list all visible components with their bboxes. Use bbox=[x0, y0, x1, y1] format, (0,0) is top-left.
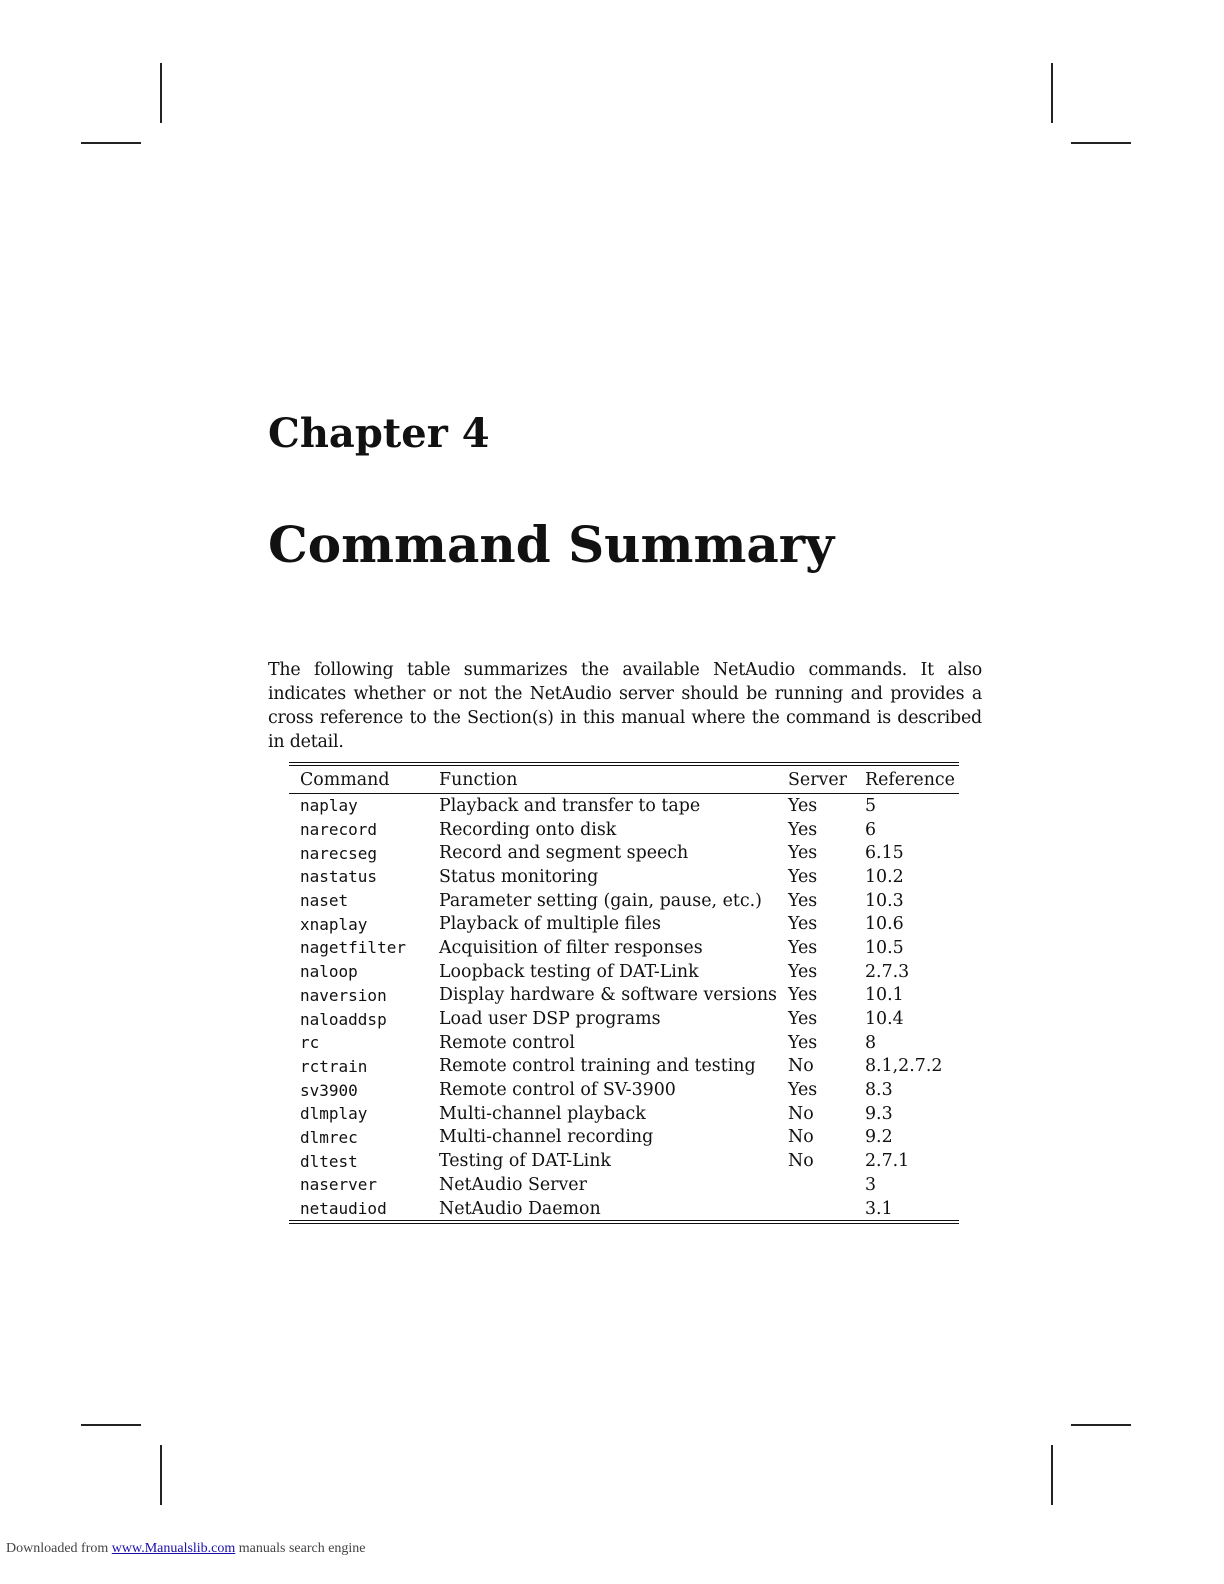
header-function: Function bbox=[439, 769, 518, 790]
crop-mark-top-right-vertical bbox=[1051, 63, 1053, 123]
cell-function: Playback of multiple files bbox=[439, 914, 661, 935]
cell-reference: 10.4 bbox=[864, 1009, 904, 1030]
cell-command: naversion bbox=[300, 985, 387, 1005]
cell-reference: 10.1 bbox=[864, 985, 904, 1006]
cell-function: NetAudio Daemon bbox=[439, 1198, 601, 1219]
cell-command: naloaddsp bbox=[300, 1009, 387, 1029]
table-row bbox=[289, 841, 959, 865]
cell-reference: 8 bbox=[864, 1032, 877, 1053]
cell-server: Yes bbox=[787, 819, 818, 840]
cell-server: Yes bbox=[787, 1032, 818, 1053]
cell-command: narecseg bbox=[300, 843, 378, 863]
cell-command: rc bbox=[300, 1033, 320, 1053]
cell-server: Yes bbox=[787, 914, 818, 935]
table-row bbox=[289, 1031, 959, 1055]
cell-function: Testing of DAT-Link bbox=[439, 1151, 611, 1172]
cell-server: No bbox=[787, 1103, 814, 1124]
table-row bbox=[289, 1149, 959, 1173]
cell-command: nastatus bbox=[300, 867, 378, 887]
cell-function: Display hardware & software versions bbox=[439, 985, 777, 1006]
cell-server: Yes bbox=[787, 1009, 818, 1030]
table-row bbox=[289, 1173, 959, 1197]
cell-server bbox=[777, 1197, 854, 1223]
cell-reference: 8.1,2.7.2 bbox=[864, 1056, 943, 1077]
table-row bbox=[289, 865, 959, 889]
chapter-title: Command Summary bbox=[268, 515, 835, 574]
cell-reference: 3 bbox=[864, 1174, 877, 1195]
cell-server: Yes bbox=[787, 961, 818, 982]
cell-function: Load user DSP programs bbox=[439, 1009, 661, 1030]
cell-reference: 6.15 bbox=[864, 843, 904, 864]
cell-command: rctrain bbox=[300, 1056, 368, 1076]
cell-function: Parameter setting (gain, pause, etc.) bbox=[439, 890, 762, 911]
table-row bbox=[289, 1102, 959, 1126]
cell-command: narecord bbox=[300, 820, 378, 840]
crop-mark-bottom-left-vertical bbox=[160, 1445, 162, 1505]
cell-reference: 3.1 bbox=[864, 1198, 893, 1219]
table-row bbox=[289, 960, 959, 984]
table-row bbox=[289, 1126, 959, 1150]
cell-server bbox=[777, 1173, 854, 1197]
chapter-label: Chapter 4 bbox=[268, 410, 490, 457]
table-row bbox=[289, 1007, 959, 1031]
crop-mark-top-right-horizontal bbox=[1071, 142, 1131, 144]
cell-server: Yes bbox=[787, 985, 818, 1006]
cell-server: Yes bbox=[787, 1080, 818, 1101]
cell-command: dlmplay bbox=[300, 1104, 368, 1124]
cell-command: dltest bbox=[300, 1151, 358, 1171]
cell-server: Yes bbox=[787, 843, 818, 864]
cell-server: No bbox=[787, 1151, 814, 1172]
footer-prefix: Downloaded from bbox=[6, 1541, 112, 1556]
cell-server: Yes bbox=[787, 866, 818, 887]
cell-reference: 6 bbox=[864, 819, 877, 840]
cell-command: netaudiod bbox=[300, 1199, 387, 1219]
crop-mark-bottom-right-horizontal bbox=[1071, 1424, 1131, 1426]
cell-function: Remote control training and testing bbox=[439, 1056, 756, 1077]
cell-function: Multi-channel playback bbox=[439, 1103, 646, 1124]
table-row bbox=[289, 912, 959, 936]
cell-server: Yes bbox=[787, 890, 818, 911]
cell-command: naplay bbox=[300, 796, 358, 816]
table-row bbox=[289, 1078, 959, 1102]
cell-server: No bbox=[787, 1056, 814, 1077]
crop-mark-bottom-right-vertical bbox=[1051, 1445, 1053, 1505]
cell-reference: 10.3 bbox=[864, 890, 904, 911]
header-reference: Reference bbox=[864, 769, 955, 790]
cell-function: Remote control of SV-3900 bbox=[439, 1080, 676, 1101]
cell-command: naserver bbox=[300, 1175, 378, 1195]
cell-function: NetAudio Server bbox=[439, 1174, 587, 1195]
cell-reference: 8.3 bbox=[864, 1080, 893, 1101]
cell-server: Yes bbox=[787, 795, 818, 816]
cell-reference: 9.2 bbox=[864, 1127, 893, 1148]
cell-function: Recording onto disk bbox=[439, 819, 617, 840]
cell-command: xnaplay bbox=[300, 914, 368, 934]
cell-command: sv3900 bbox=[300, 1080, 358, 1100]
table-header-row bbox=[289, 764, 959, 794]
cell-function: Loopback testing of DAT-Link bbox=[439, 961, 699, 982]
cell-function: Acquisition of filter responses bbox=[439, 937, 703, 958]
cell-server: No bbox=[787, 1127, 814, 1148]
cell-function: Status monitoring bbox=[439, 866, 599, 887]
intro-paragraph: The following table summarizes the available NetAudio commands. It also indicates whether or not the NetAudio server should be running and provides a cross reference to the Section(s) in this manual where the command is described in detail. bbox=[268, 660, 982, 752]
cell-server: Yes bbox=[787, 937, 818, 958]
table-row bbox=[289, 889, 959, 913]
cell-reference: 10.2 bbox=[864, 866, 904, 887]
table-body bbox=[289, 794, 959, 1223]
header-server: Server bbox=[787, 769, 847, 790]
table-row bbox=[289, 936, 959, 960]
manualslib-link[interactable]: www.Manualslib.com bbox=[111, 1541, 236, 1556]
cell-function: Multi-channel recording bbox=[439, 1127, 654, 1148]
cell-function: Playback and transfer to tape bbox=[439, 795, 701, 816]
cell-reference: 2.7.3 bbox=[864, 961, 910, 982]
cell-reference: 10.6 bbox=[864, 914, 904, 935]
table-row bbox=[289, 818, 959, 842]
cell-reference: 10.5 bbox=[864, 937, 904, 958]
crop-mark-top-left-horizontal bbox=[81, 142, 141, 144]
cell-function: Record and segment speech bbox=[439, 843, 689, 864]
cell-reference: 9.3 bbox=[864, 1103, 893, 1124]
cell-command: naset bbox=[300, 891, 349, 911]
table-row bbox=[289, 1197, 959, 1223]
table-row bbox=[289, 794, 959, 818]
crop-mark-top-left-vertical bbox=[160, 63, 162, 123]
table-row bbox=[289, 1055, 959, 1079]
table-row bbox=[289, 984, 959, 1008]
cell-reference: 2.7.1 bbox=[864, 1151, 910, 1172]
command-summary-table bbox=[289, 762, 959, 1224]
cell-reference: 5 bbox=[864, 795, 877, 816]
cell-function: Remote control bbox=[439, 1032, 575, 1053]
cell-command: naloop bbox=[300, 962, 358, 982]
crop-mark-bottom-left-horizontal bbox=[81, 1424, 141, 1426]
footer-suffix: manuals search engine bbox=[235, 1541, 366, 1556]
footer bbox=[6, 1541, 366, 1557]
header-command: Command bbox=[300, 769, 390, 790]
cell-command: nagetfilter bbox=[300, 938, 406, 958]
cell-command: dlmrec bbox=[300, 1127, 358, 1147]
